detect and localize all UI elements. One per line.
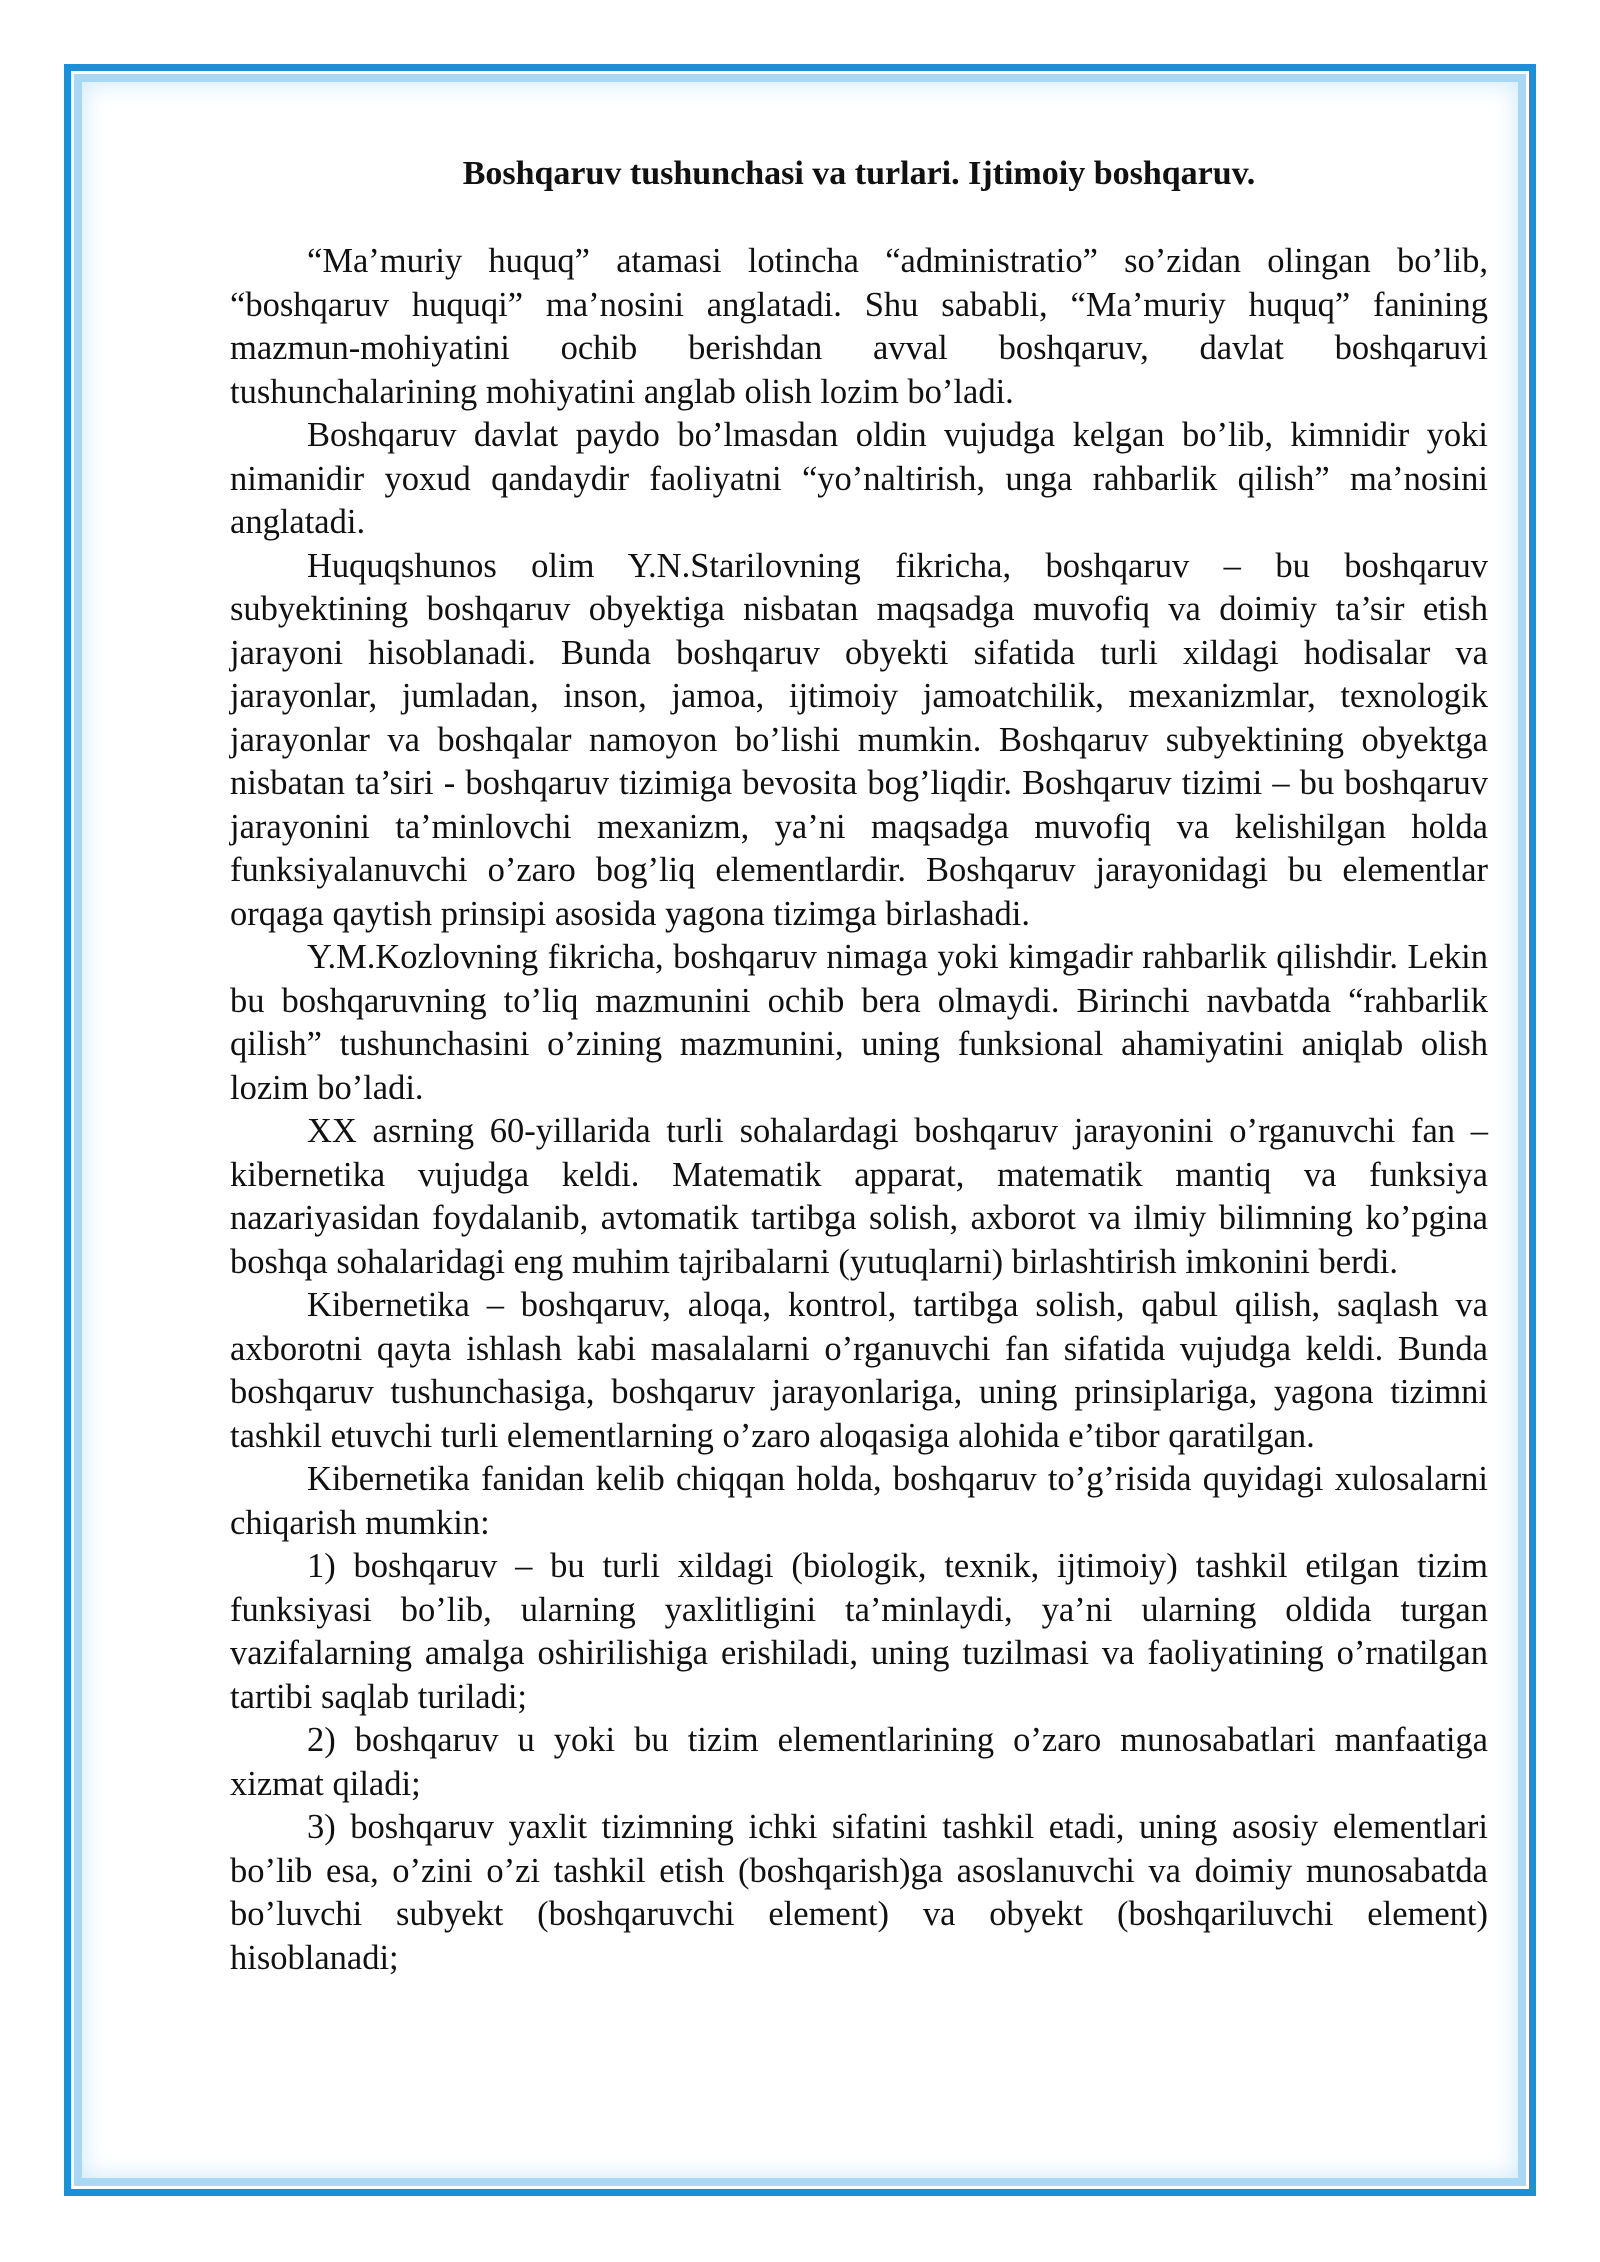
list-item: 1) boshqaruv – bu turli xildagi (biologik, texnik, ijtimoiy) tashkil etilgan tizim funksiyasi bo’lib, ularning yaxlitligini ta’minlaydi, ya’ni ularning oldida turgan vazifalarning amalga oshirilishiga erishiladi, uning tuzilmasi va faoliyatining o’rnatilgan tartibi saqlab turiladi; <box>230 1547 1488 1716</box>
list-item: 3) boshqaruv yaxlit tizimning ichki sifatini tashkil etadi, uning asosiy elementlari bo’lib esa, o’zini o’zi tashkil etish (boshqarish)ga asoslanuvchi va doimiy munosabatda bo’luvchi subyekt (boshqaruvchi element) va obyekt (boshqariluvchi element) hisoblanadi; <box>230 1808 1488 1977</box>
paragraph: Kibernetika fanidan kelib chiqqan holda, boshqaruv to’g’risida quyidagi xulosalarni chiqarish mumkin: <box>230 1460 1488 1542</box>
paragraph: Boshqaruv davlat paydo bo’lmasdan oldin vujudga kelgan bo’lib, kimnidir yoki nimanidir yoxud qandaydir faoliyatni “yo’naltirish, unga rahbarlik qilish” ma’nosini anglatadi. <box>230 416 1488 541</box>
paragraph: Huquqshunos olim Y.N.Starilovning fikricha, boshqaruv – bu boshqaruv subyektining boshqaruv obyektiga nisbatan maqsadga muvofiq va doimiy ta’sir etish jarayoni hisoblanadi. Bunda boshqaruv obyekti sifatida turli xildagi hodisalar va jarayonlar, jumladan, inson, jamoa, ijtimoiy jamoatchilik, mexanizmlar, texnologik jarayonlar va boshqalar namoyon bo’lishi mumkin. Boshqaruv subyektining obyektga nisbatan ta’siri - boshqaruv tizimiga bevosita bog’liqdir. Boshqaruv tizimi – bu boshqaruv jarayonini ta’minlovchi mexanizm, ya’ni maqsadga muvofiq va kelishilgan holda funksiyalanuvchi o’zaro bog’liq elementlardir. Boshqaruv jarayonidagi bu elementlar orqaga qaytish prinsipi asosida yagona tizimga birlashadi. <box>230 546 1488 933</box>
paragraph: “Ma’muriy huquq” atamasi lotincha “administratio” so’zidan olingan bo’lib, “boshqaruv huquqi” ma’nosini anglatadi. Shu sababli, “Ma’muriy huquq” fanining mazmun-mohiyatini ochib berishdan avval boshqaruv, davlat boshqaruvi tushunchalarining mohiyatini anglab olish lozim bo’ladi. <box>230 242 1488 411</box>
list-item: 2) boshqaruv u yoki bu tizim elementlarining o’zaro munosabatlari manfaatiga xizmat qiladi; <box>230 1721 1488 1803</box>
document-title: Boshqaruv tushunchasi va turlari. Ijtimoiy boshqaruv. <box>462 155 1256 192</box>
paragraph: Y.M.Kozlovning fikricha, boshqaruv nimaga yoki kimgadir rahbarlik qilishdir. Lekin bu boshqaruvning to’liq mazmunini ochib bera olmaydi. Birinchi navbatda “rahbarlik qilish” tushunchasini o’zining mazmunini, uning funksional ahamiyatini aniqlab olish lozim bo’ladi. <box>230 938 1488 1107</box>
paragraph: Kibernetika – boshqaruv, aloqa, kontrol, tartibga solish, qabul qilish, saqlash va axborotni qayta ishlash kabi masalalarni o’rganuvchi fan sifatida vujudga keldi. Bunda boshqaruv tushunchasiga, boshqaruv jarayonlariga, uning prinsiplariga, yagona tizimni tashkil etuvchi turli elementlarning o’zaro aloqasiga alohida e’tibor qaratilgan. <box>230 1286 1488 1455</box>
paragraph: XX asrning 60-yillarida turli sohalardagi boshqaruv jarayonini o’rganuvchi fan – kibernetika vujudga keldi. Matematik apparat, matematik mantiq va funksiya nazariyasidan foydalanib, avtomatik tartibga solish, axborot va ilmiy bilimning ko’pgina boshqa sohalaridagi eng muhim tajribalarni (yutuqlarni) birlashtirish imkonini berdi. <box>230 1112 1488 1281</box>
document-body <box>230 150 1488 1980</box>
